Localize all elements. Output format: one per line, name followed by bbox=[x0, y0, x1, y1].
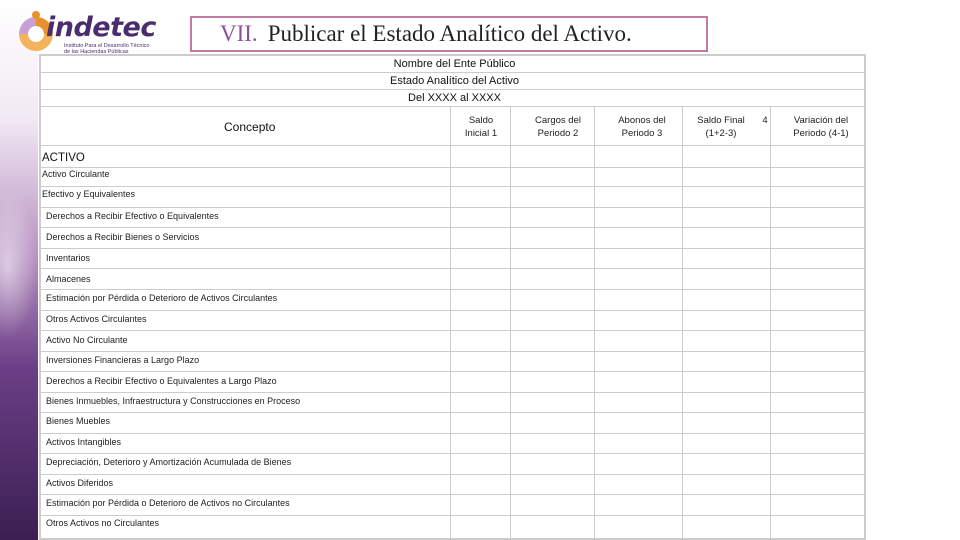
grid-line bbox=[39, 106, 866, 107]
table-row-divider bbox=[39, 351, 866, 352]
slide-title: Publicar el Estado Analítico del Activo. bbox=[267, 21, 632, 46]
table-row-divider bbox=[39, 207, 866, 208]
grid-line bbox=[39, 89, 866, 90]
indetec-logo bbox=[12, 8, 182, 54]
table-row-divider bbox=[39, 310, 866, 311]
logo-subtitle: Instituto Para el Desarrollo Técnico de las Haciendas Públicas bbox=[64, 43, 150, 55]
table-row-divider bbox=[39, 515, 866, 516]
table-row-label: Efectivo y Equivalentes bbox=[42, 189, 136, 199]
report-name: Estado Analítico del Activo bbox=[389, 75, 520, 87]
table-row-divider bbox=[39, 412, 866, 413]
report-period: Del XXXX al XXXX bbox=[408, 92, 501, 104]
table-row-label: Derechos a Recibir Bienes o Servicios bbox=[46, 232, 200, 242]
concept-header: Concepto bbox=[224, 120, 276, 134]
table-row-label: Derechos a Recibir Efectivo o Equivalentes a Largo Plazo bbox=[46, 376, 277, 386]
table-row-label: Activo No Circulante bbox=[46, 335, 128, 345]
table-row-label: Estimación por Pérdida o Deterioro de Activos no Circulantes bbox=[46, 498, 290, 508]
table-row-divider bbox=[39, 145, 866, 146]
slide-number: VII. bbox=[220, 21, 258, 46]
table-row-divider bbox=[39, 227, 866, 228]
column-header-variacion: Variación del Periodo (4-1) bbox=[793, 115, 849, 139]
table-row-label: Inversiones Financieras a Largo Plazo bbox=[46, 355, 200, 365]
logo-wordmark: indetec bbox=[46, 12, 156, 43]
table-row-divider bbox=[39, 474, 866, 475]
table-row-label: Depreciación, Deterioro y Amortización Acumulada de Bienes bbox=[46, 457, 292, 467]
table-row-divider bbox=[39, 392, 866, 393]
band-glow bbox=[0, 190, 38, 340]
table-row-divider bbox=[39, 268, 866, 269]
table-row-divider bbox=[39, 453, 866, 454]
grid-line bbox=[39, 72, 866, 73]
table-row-label: Activos Intangibles bbox=[46, 437, 122, 447]
table-row-label: Activos Diferidos bbox=[46, 478, 114, 488]
table-row-label: Derechos a Recibir Efectivo o Equivalentes bbox=[46, 211, 219, 221]
column-header-saldo-final: Saldo Final (1+2-3) bbox=[697, 115, 745, 139]
entity-name: Nombre del Ente Público bbox=[393, 58, 516, 70]
table-row-divider bbox=[39, 186, 866, 187]
slide-title-box bbox=[190, 16, 708, 52]
decorative-side-band bbox=[0, 0, 38, 540]
table-row-divider bbox=[39, 167, 866, 168]
column-header-abonos: Abonos del Periodo 3 bbox=[618, 115, 666, 139]
table-row-divider bbox=[39, 371, 866, 372]
table-row-label: Bienes Muebles bbox=[46, 416, 111, 426]
table-row-label: Almacenes bbox=[46, 274, 91, 284]
table-row-label: Otros Activos no Circulantes bbox=[46, 518, 160, 528]
table-row-label: Bienes Inmuebles, Infraestructura y Construcciones en Proceso bbox=[46, 396, 301, 406]
column-header-cargos: Cargos del Periodo 2 bbox=[535, 115, 581, 139]
table-row-divider bbox=[39, 248, 866, 249]
column-header-4: 4 bbox=[762, 115, 768, 126]
table-row-label: Inventarios bbox=[46, 253, 91, 263]
table-row-divider bbox=[39, 289, 866, 290]
column-header-saldo-inicial: Saldo Inicial 1 bbox=[464, 115, 498, 139]
section-activo: ACTIVO bbox=[42, 152, 85, 164]
table-row-label: Activo Circulante bbox=[42, 169, 110, 179]
table-row-label: Otros Activos Circulantes bbox=[46, 314, 147, 324]
table-row-divider bbox=[39, 330, 866, 331]
table-row-divider bbox=[39, 433, 866, 434]
table-row-label: Estimación por Pérdida o Deterioro de Activos Circulantes bbox=[46, 293, 278, 303]
table-row-divider bbox=[39, 494, 866, 495]
